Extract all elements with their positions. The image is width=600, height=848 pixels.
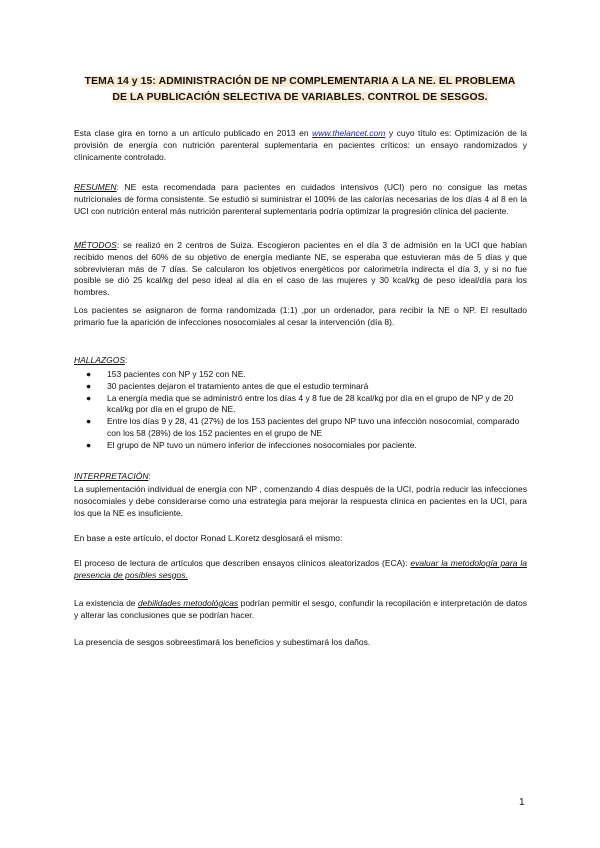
list-item (74, 381, 527, 393)
metodos-paragraph (74, 240, 527, 299)
hallazgos-heading: HALLAZGOS (74, 355, 126, 365)
interpretacion-heading-line (74, 471, 527, 483)
metodos-heading: MÉTODOS (74, 240, 117, 250)
resumen-heading: RESUMEN (74, 182, 117, 192)
hallazgos-list (74, 369, 527, 452)
debilidades-emphasis: debilidades metodológicas (137, 598, 239, 608)
bullet-icon: ● (86, 439, 92, 450)
eca-text: El proceso de lectura de artículos que describen ensayos clínicos aleatorizados (ECA): (74, 558, 411, 568)
intro-paragraph (74, 128, 527, 163)
bullet-icon: ● (86, 392, 92, 403)
list-item-text: 153 pacientes con NP y 152 con NE. (107, 369, 246, 379)
bullet-icon: ● (86, 416, 92, 427)
list-item-text: Entre los días 9 y 28, 41 (27%) de los 153 pacientes del grupo NP tuvo una infección nosocomial, comparado con los 58 (28%) de los 152 pacientes en el grupo de NE (107, 416, 520, 438)
hallazgos-heading-line (74, 355, 527, 367)
bullet-icon: ● (86, 380, 92, 391)
interpretacion-colon: : (148, 471, 151, 481)
metodos-text: : se realizó en 2 centros de Suiza. Escogieron pacientes en el día 3 de admisión en la UCI que habían recibido menos del 60% de su objetivo de energía mediante NE, se esperaba que estuvieran más de 5 días y que sobrevivieran más de 7 días. Se calcularon los objetivos energéticos por calorimetría indirecta el día 3, y si no fue posible se dió 25 kcal/kg del peso ideal al día en el caso de las mujeres y 30 kcal/kg de peso ideal/día para los hombres. (74, 240, 527, 298)
eca-emphasis: evaluar la metodología para la presencia de posibles sesgos. (74, 558, 527, 580)
debilidades-paragraph (74, 598, 527, 622)
sesgos-paragraph: La presencia de sesgos sobreestimará los beneficios y subestimará los daños. (74, 637, 371, 647)
list-item (74, 393, 527, 417)
list-item (74, 440, 527, 452)
hallazgos-colon: : (125, 355, 128, 365)
list-item (74, 369, 527, 381)
interpretacion-paragraph: La suplementación individual de energía con NP , comenzando 4 días después de la UCI, podría reducir las infecciones nosocomiales y debe considerarse como una estrategia para mejorar la respuesta clínica en pacientes en la UCI, para los que la NE es insuficiente. (74, 484, 527, 518)
eca-paragraph (74, 558, 527, 582)
resumen-paragraph (74, 182, 527, 217)
interpretacion-heading: INTERPRETACIÓN (74, 471, 149, 481)
list-item-text: El grupo de NP tuvo un número inferior de infecciones nosocomiales por paciente. (107, 439, 417, 450)
page-number: 1 (519, 797, 525, 808)
debilidades-text-start: La existencia de (74, 598, 138, 608)
thelancet-link[interactable]: www.thelancet.com (312, 128, 386, 138)
title-text: TEMA 14 y 15: ADMINISTRACIÓN DE NP COMPLEMENTARIA A LA NE. EL PROBLEMA DE LA PUBLICACIÓN SELECTIVA DE VARIABLES. CONTROL DE SESGOS. (84, 76, 516, 103)
intro-text-start: Esta clase gira en torno a un artículo publicado en 2013 en (74, 128, 313, 138)
debilidades-text-end: podrían permitir el sesgo, confundir la recopilación e interpretación de datos y alterar las conclusiones que se podrían hacer. (74, 598, 527, 620)
koretz-paragraph: En base a este artículo, el doctor Ronad L.Koretz desglosará el mismo: (74, 533, 343, 543)
list-item-text: La energía media que se administró entre los días 4 y 8 fue de 28 kcal/kg por día en el grupo de NP y de 20 kcal/kg por día en el grupo de NE. (107, 392, 514, 415)
list-item-text: 30 pacientes dejaron el tratamiento antes de que el estudio terminará (107, 380, 369, 391)
resumen-text: : NE esta recomendada para pacientes en cuidados intensivos (UCI) pero no consigue las metas nutricionales de forma consistente. Se estudió si suministrar el 100% de las calorías necesarias de los días 4 al 8 en la UCI con nutrición enteral más nutrición parenteral suplementaria podría optimizar la progresión clínica del paciente. (74, 182, 527, 216)
document-title (80, 74, 520, 106)
list-item (74, 416, 527, 440)
bullet-icon: ● (86, 369, 92, 379)
metodos-paragraph-2: Los pacientes se asignaron de forma randomizada (1:1) ,por un ordenador, para recibir la NE o NP. El resultado primario fue la aparición de infecciones nosocomiales al cesar la intervención (día 8). (74, 305, 527, 327)
intro-text-end: y cuyo título es: Optimización de la provisión de energía con nutrición parenteral suplementaria en pacientes críticos: un ensayo randomizados y clínicamente controlado. (74, 128, 528, 162)
